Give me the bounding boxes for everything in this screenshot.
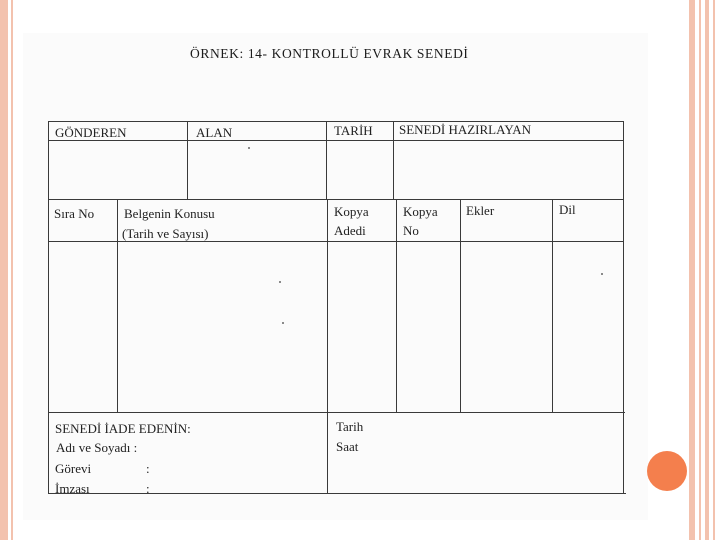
decorative-orange-circle bbox=[647, 451, 687, 491]
col-divider-kopya-adedi bbox=[396, 199, 397, 412]
col-divider-konu bbox=[327, 199, 328, 493]
label-gorevi: Görevi bbox=[55, 461, 92, 476]
scan-speck bbox=[282, 322, 284, 324]
label-senedi-hazirlayan: SENEDİ HAZIRLAYAN bbox=[399, 122, 532, 137]
label-kopya-adedi-alt: Adedi bbox=[334, 223, 366, 238]
col-divider-tarih bbox=[393, 121, 394, 199]
col-divider-ekler bbox=[552, 199, 553, 412]
document-title: ÖRNEK: 14- KONTROLLÜ EVRAK SENEDİ bbox=[190, 46, 469, 61]
label-iade-eden: SENEDİ İADE EDENİN: bbox=[55, 421, 191, 436]
label-tarih: TARİH bbox=[334, 123, 373, 138]
table-border-bottom bbox=[48, 493, 626, 494]
scan-speck bbox=[279, 281, 281, 283]
table-border-right bbox=[623, 121, 624, 493]
header-divider bbox=[48, 140, 623, 141]
label-footer-tarih: Tarih bbox=[336, 419, 364, 434]
col-divider-kopya-no bbox=[460, 199, 461, 412]
label-belge-konusu: Belgenin Konusu bbox=[124, 206, 215, 221]
col-divider-sira bbox=[117, 199, 118, 412]
label-adi-soyadi: Adı ve Soyadı : bbox=[56, 440, 138, 455]
label-kopya-adedi: Kopya bbox=[334, 204, 369, 219]
label-alan: ALAN bbox=[196, 125, 233, 140]
scan-speck bbox=[248, 147, 250, 149]
label-dil: Dil bbox=[559, 202, 576, 217]
label-saat: Saat bbox=[336, 439, 359, 454]
section-divider bbox=[48, 199, 624, 200]
gorevi-colon: : bbox=[146, 461, 150, 476]
footer-divider bbox=[48, 412, 625, 413]
label-imzasi: İmzası bbox=[55, 481, 90, 496]
col-divider-gonderen bbox=[187, 121, 188, 199]
label-kopya-no-alt: No bbox=[403, 223, 419, 238]
table-border-left bbox=[48, 121, 49, 493]
scan-speck bbox=[601, 273, 603, 275]
label-belge-konusu-alt: (Tarih ve Sayısı) bbox=[122, 226, 209, 241]
imzasi-colon: : bbox=[146, 481, 150, 496]
label-sira-no: Sıra No bbox=[54, 206, 95, 221]
label-ekler: Ekler bbox=[466, 203, 495, 218]
label-gonderen: GÖNDEREN bbox=[55, 125, 127, 140]
col-divider-alan bbox=[326, 121, 327, 199]
label-kopya-no: Kopya bbox=[403, 204, 438, 219]
